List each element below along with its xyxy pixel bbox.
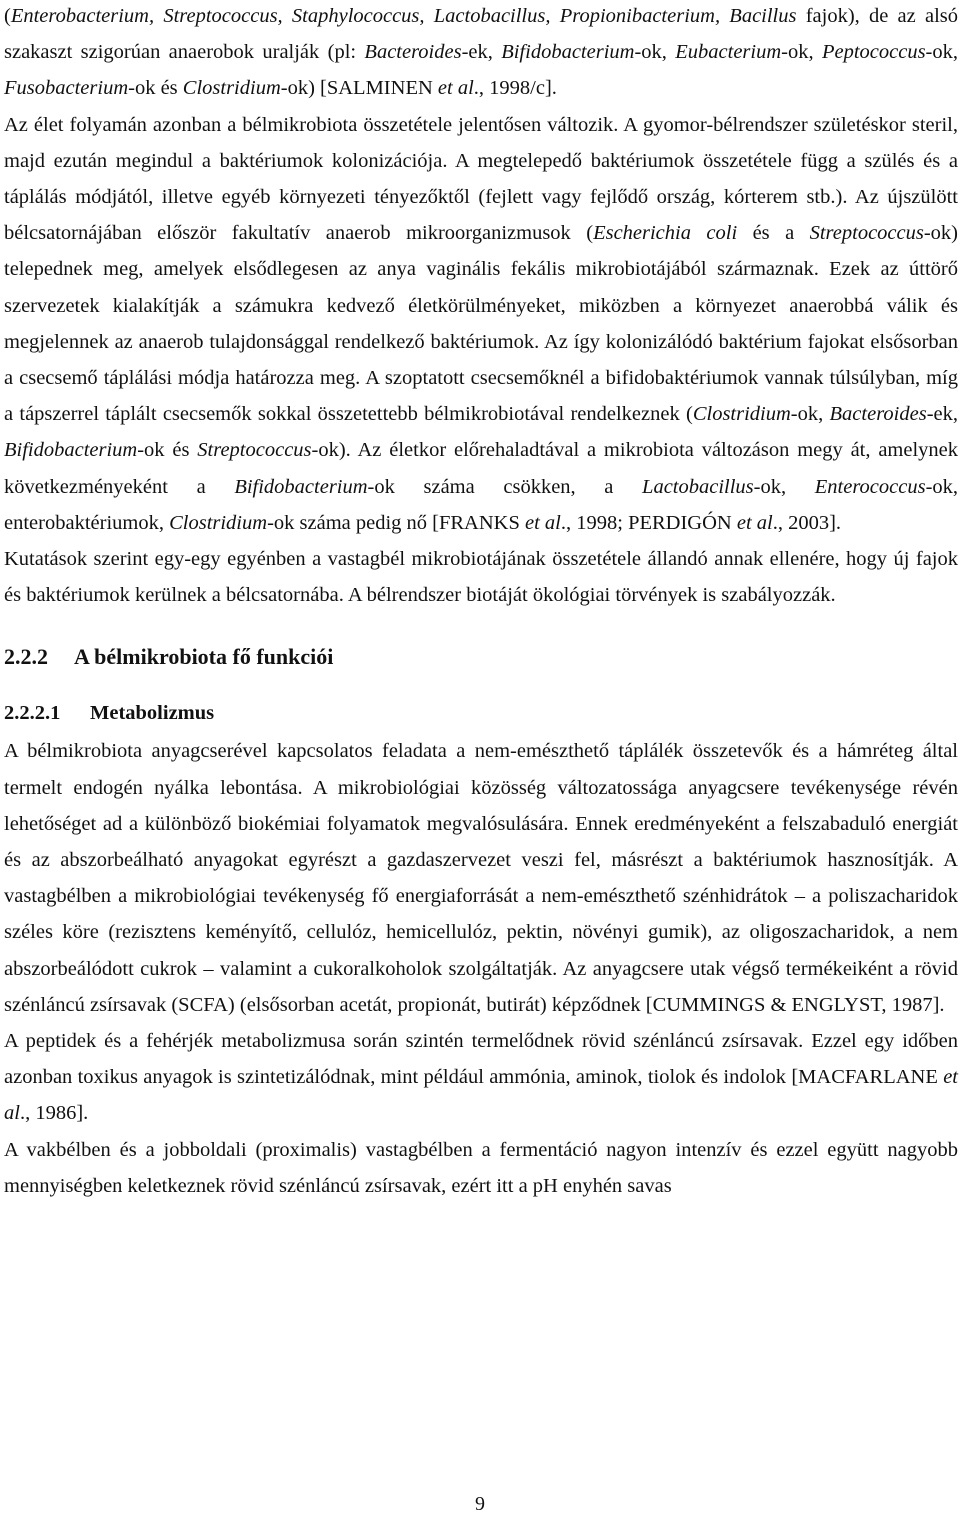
paragraph-fermentation: A vakbélben és a jobboldali (proximalis) vastagbélben a fermentáció nagyon intenzív és ezzel együtt nagyobb mennyiségben keletkeznek rövid szénláncú zsírsavak, ezért itt a pH enyhén savas <box>4 1138 958 1197</box>
italic-genus: Clostridium <box>182 77 281 100</box>
text-run: -ok száma pedig nő [FRANKS <box>267 511 525 534</box>
italic-genus: Peptococcus <box>821 41 926 64</box>
italic-genus: Lactobacillus <box>642 475 754 498</box>
italic-genus: Eubacterium <box>675 41 782 64</box>
text-run: -ok, enterobaktériumok, <box>4 475 959 534</box>
paragraph-protein-metabolism <box>4 1023 958 1132</box>
text-run: -ok) [SALMINEN <box>280 77 438 100</box>
text-run: -ok, <box>753 475 815 498</box>
text-run: -ok, <box>790 403 830 426</box>
italic-et-al: et al <box>437 77 474 100</box>
italic-genus: Bacteroides <box>364 41 462 64</box>
section-number: 2.2.2 <box>4 644 48 670</box>
italic-et-al: et al <box>4 1066 958 1125</box>
italic-genus: Streptococcus <box>197 439 312 462</box>
text-run: Az élet folyamán azonban a bélmikrobiota összetétele jelentősen változik. A gyomor-bélrendszer születéskor steril, majd ezután megindul a baktériumok kolonizációja. A megtelepedő baktériumok összetétele függ a szülés és a táplálás módjától, illetve egyéb környezeti tényezőktől (fejlett vagy fejlődő ország, kórterem stb.). Az újszülött bélcsatornájában először fakultatív anaerob mikroorganizmusok ( <box>4 113 958 245</box>
paragraph-stability: Kutatások szerint egy-egy egyénben a vastagbél mikrobiotájának összetétele állandó annak ellenére, hogy új fajok és baktériumok kerülnek a bélcsatornába. A bélrendszer biotáját ökológiai törvények is szabályozzák. <box>4 548 958 607</box>
italic-genus: Enterococcus <box>814 475 926 498</box>
text-run: ( <box>4 5 11 27</box>
italic-genus: Bifidobacterium <box>4 439 138 462</box>
document-page <box>4 0 958 1204</box>
italic-genus-names: Enterobacterium, Streptococcus, Staphylococcus, Lactobacillus, Propionibacterium, Bacillus <box>10 5 797 27</box>
text-run: -ok, <box>781 41 822 64</box>
text-run: -ek, <box>926 403 958 426</box>
text-run: ., 1998; PERDIGÓN <box>560 511 737 534</box>
text-run: -ok) telepednek meg, amelyek elsődlegesen az anya vaginális fekális mikrobiotájából származnak. Ezek az úttörő szervezetek kialakítják a számukra kedvező életkörülményeket, miközben a környezet anaerobbá válik és megjelennek az anaerob tulajdonsággal rendelkező baktériumok. Az így kolonizálódó baktérium fajokat elsősorban a csecsemő táplálási módja határozza meg. A szoptatott csecsemőknél a bifidobaktériumok vannak túlsúlyban, míg a tápszerrel táplált csecsemők sokkal összetettebb bélmikrobiotával rendelkeznek ( <box>4 222 958 426</box>
italic-et-al: et al <box>525 511 561 534</box>
italic-genus: Streptococcus <box>809 222 924 245</box>
italic-et-al: et al <box>736 511 773 534</box>
section-title: A bélmikrobiota fő funkciói <box>74 644 334 670</box>
italic-genus: Bifidobacterium <box>234 475 368 498</box>
text-run: -ok). Az életkor előrehaladtával a mikrobiota változáson megy át, amelynek következményeként a <box>4 439 959 498</box>
text-run: -ok és <box>128 77 183 100</box>
subsection-title: Metabolizmus <box>90 702 215 725</box>
text-run: ., 2003]. <box>772 511 842 534</box>
italic-genus: Clostridium <box>692 403 791 426</box>
paragraph-genera-list <box>4 0 958 107</box>
italic-species: Escherichia coli <box>593 222 738 245</box>
page-number: 9 <box>475 1493 485 1515</box>
italic-genus: Fusobacterium <box>4 77 129 100</box>
text-run: és a <box>737 222 810 245</box>
text-run: -ok, <box>634 41 676 64</box>
section-heading <box>4 639 958 675</box>
italic-genus: Clostridium <box>169 511 268 534</box>
text-run: -ek, <box>461 41 502 64</box>
italic-genus: Bacteroides <box>829 403 927 426</box>
text-run: A peptidek és a fehérjék metabolizmusa során szintén termelődnek rövid szénláncú zsírsavak. Ezzel egy időben azonban toxikus anyagok is szintetizálódnak, mint például ammónia, aminok, tiolok és indolok [MACFARLANE <box>4 1030 958 1089</box>
text-run: ., 1986]. <box>19 1102 89 1125</box>
subsection-number: 2.2.2.1 <box>4 702 61 725</box>
italic-genus: Bifidobacterium <box>501 41 635 64</box>
text-run: ., 1998/c]. <box>473 77 557 100</box>
text-run: -ok, <box>925 41 958 64</box>
paragraph-microbiota-development <box>4 107 958 541</box>
text-run: fajok), de az alsó szakaszt szigorúan anaerobok uralják (pl: <box>4 5 958 64</box>
subsection-heading <box>4 695 958 731</box>
text-run: -ok és <box>137 439 198 462</box>
text-run: -ok száma csökken, a <box>367 475 643 498</box>
paragraph-metabolism: A bélmikrobiota anyagcserével kapcsolatos feladata a nem-emészthető táplálék összetevők és a hámréteg által termelt endogén nyálka lebontása. A mikrobiológiai közösség változatossága anyagcsere tevékenysége révén lehetőséget ad a különböző biokémiai folyamatok megvalósulására. Ennek eredményeként a felszabaduló energiát és az abszorbeálható anyagokat egyrészt a gazdaszervezet veszi fel, másrészt a baktériumok hasznosítják. A vastagbélben a mikrobiológiai tevékenység fő energiaforrását a nem-emészthető szénhidrátok – a poliszacharidok széles köre (rezisztens keményítő, cellulóz, hemicellulóz, pektin, növényi gumik), az oligoszacharidok, a nem abszorbeálódott cukrok – valamint a cukoralkoholok szolgáltatják. Az anyagcsere utak végső termékeiként a rövid szénláncú zsírsavak (SCFA) (elsősorban acetát, propionát, butirát) képződnek [CUMMINGS & ENGLYST, 1987]. <box>4 740 958 1016</box>
